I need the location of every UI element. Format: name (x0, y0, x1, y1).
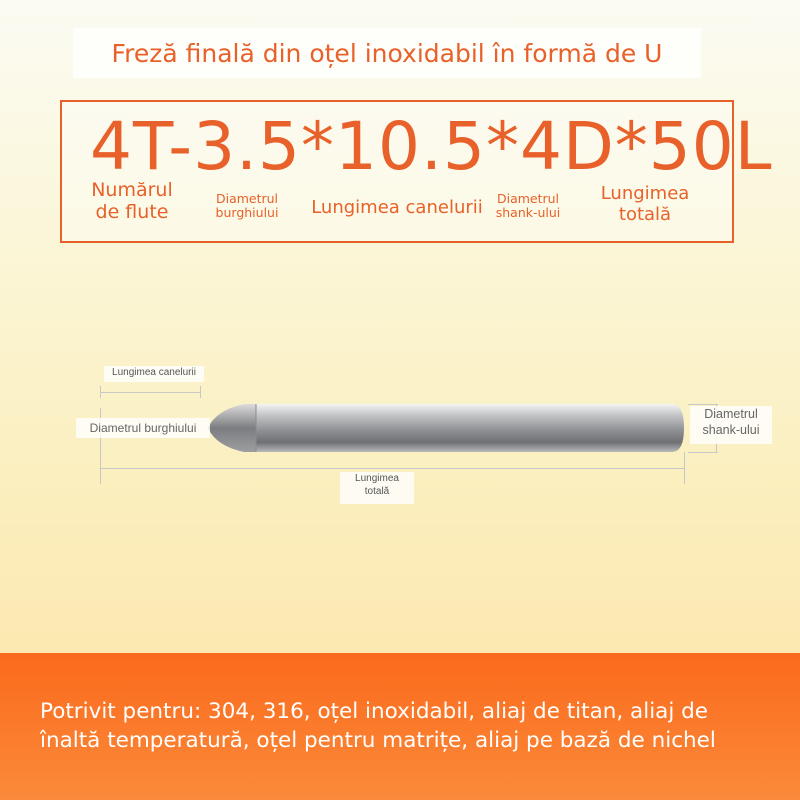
title-banner (73, 28, 701, 78)
label-total-length-line1: Lungimea (600, 183, 690, 204)
shank-body (256, 404, 684, 452)
label-shank-diameter-line2: shank-ului (495, 205, 561, 221)
diagram-shank-diameter-line1: Diametrul (704, 407, 758, 421)
suitable-for-line1: Potrivit pentru: 304, 316, oțel inoxidabil, aliaj de titan, aliaj de (40, 699, 709, 724)
label-flute-count-line1: Numărul (91, 179, 173, 201)
flute-length-line (100, 392, 200, 393)
label-flute-count (82, 180, 182, 224)
label-total-length (590, 184, 700, 225)
label-shank-diameter-line1: Diametrul (496, 191, 560, 206)
flute-length-tick-right (200, 386, 201, 398)
label-drill-diameter-line1: Diametrul (215, 191, 279, 206)
total-length-line (100, 468, 684, 469)
total-length-right-tick (684, 452, 685, 484)
spec-code: 4T-3.5*10.5*4D*50L (90, 108, 773, 185)
suitable-for-banner (0, 653, 800, 800)
flute-length-tick-left (100, 386, 101, 398)
suitable-for-line2: înaltă temperatură, oțel pentru matrițe, aliaj pe bază de nichel (40, 728, 716, 754)
label-flute-count-line2: de flute (95, 200, 169, 223)
label-flute-length: Lungimea canelurii (311, 197, 483, 218)
diagram-drill-diameter: Diametrul burghiului (76, 418, 210, 438)
diagram-total-length-line2: totală (364, 486, 390, 497)
label-drill-diameter-line2: burghiului (215, 205, 279, 221)
shank-diameter-top-tick (688, 404, 718, 405)
shank-diameter-bottom-tick (688, 452, 718, 453)
tool-diagram (0, 340, 800, 520)
diagram-shank-diameter-line2: shank-ului (702, 423, 760, 438)
diagram-shank-diameter (690, 406, 772, 444)
cutting-tip (208, 404, 256, 452)
label-total-length-line2: totală (618, 203, 672, 225)
diagram-flute-length: Lungimea canelurii (104, 366, 204, 382)
diagram-total-length (340, 472, 414, 504)
suitable-for-text (40, 697, 780, 755)
label-shank-diameter (486, 192, 570, 221)
diagram-total-length-line1: Lungimea (355, 473, 399, 484)
spec-box (60, 100, 773, 243)
label-drill-diameter (202, 192, 292, 221)
page-title: Freză finală din oțel inoxidabil în formă de U (111, 38, 663, 68)
